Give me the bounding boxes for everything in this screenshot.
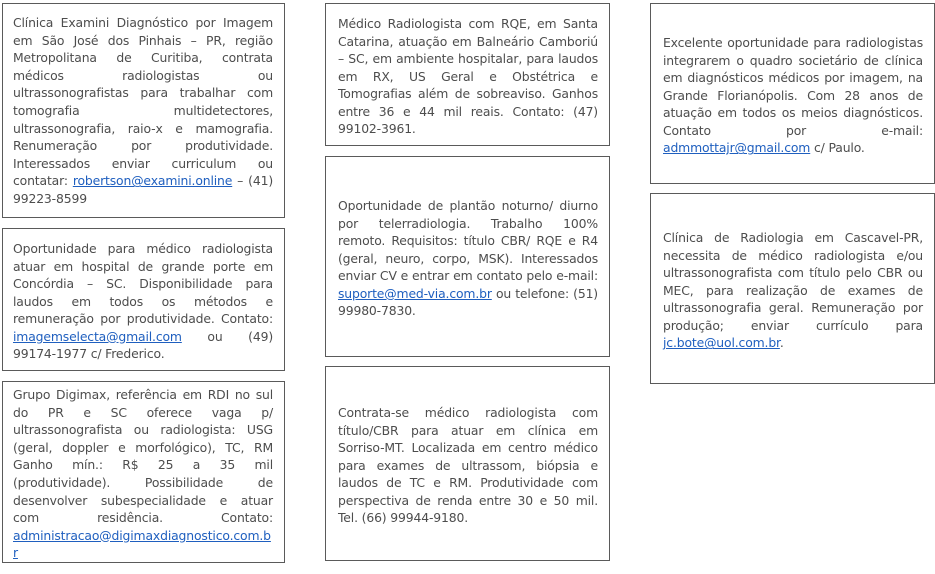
- ad-text-after: – (41) 99223-8599: [13, 173, 273, 206]
- ad-body: [13, 14, 273, 208]
- ad-text-after: ou (49) 99174-1977 c/ Frederico.: [13, 328, 273, 362]
- ad-body: [338, 404, 598, 527]
- email-link[interactable]: suporte@med-via.com.br: [338, 285, 492, 301]
- classified-ad-examini: [2, 3, 285, 218]
- classified-ad-cascavel: [650, 193, 935, 384]
- classified-ad-concordia: [2, 228, 285, 371]
- ad-body: [13, 386, 273, 562]
- ad-text: Contrata-se médico radiologista com título/CBR para atuar em clínica em Sorriso-MT. Localizada em centro médico para exames de ultrassom, biópsia e laudos de TC e RM. Produtividade com perspectiva de renda entre 30 e 50 mil. Tel. (66) 99944-9180.: [338, 404, 598, 526]
- ad-text: Oportunidade de plantão noturno/ diurno por telerradiologia. Trabalho 100% remoto. Requisitos: título CBR/ RQE e R4 (geral, neuro, corpo, MSK). Interessados enviar CV e entrar em contato pelo e-mail:: [338, 197, 598, 284]
- ad-text-after: ou telefone: (51) 99980-7830.: [338, 285, 598, 319]
- email-link[interactable]: administracao@digimaxdiagnostico.com.br: [13, 527, 271, 561]
- email-link[interactable]: jc.bote@uol.com.br: [663, 335, 780, 351]
- ad-text: Oportunidade para médico radiologista atuar em hospital de grande porte em Concórdia – SC. Disponibilidade para laudos em todos os métodos e remuneração por produtividade. Contato:: [13, 240, 273, 327]
- ad-text: Grupo Digimax, referência em RDI no sul do PR e SC oferece vaga p/ ultrassonografista ou radiologista: USG (geral, doppler e morfológico), TC, RM Ganho mín.: R$ 25 a 35 mil (produtividade). Possibilidade de desenvolver subespecialidade e atuar com residência. Contato:: [13, 387, 273, 526]
- email-link[interactable]: admmottajr@gmail.com: [663, 140, 811, 156]
- ad-body: [13, 240, 273, 363]
- ad-text: Médico Radiologista com RQE, em Santa Catarina, atuação em Balneário Camboriú – SC, em ambiente hospitalar, para laudos em RX, US Geral e Obstétrica e Tomografias além de sobreaviso. Ganhos entre 36 e 44 mil reais. Contato: (47) 99102-3961.: [338, 15, 598, 137]
- ad-text-after: .: [779, 335, 784, 351]
- email-link[interactable]: robertson@examini.online: [72, 173, 233, 189]
- ad-text: Excelente oportunidade para radiologistas integrarem o quadro societário de clínica em diagnósticos médicos por imagem, na Grande Florianópolis. Com 28 anos de atuação em todos os meios diagnósticos. Contato por e-mail:: [663, 34, 923, 138]
- classified-ad-sorriso: [325, 366, 610, 561]
- email-link[interactable]: imagemselecta@gmail.com: [13, 328, 182, 344]
- classified-ad-camboriu: [325, 3, 610, 146]
- ad-text: Clínica de Radiologia em Cascavel-PR, necessita de médico radiologista e/ou ultrassonografista com título pelo CBR ou MEC, para realização de exames de ultrassonografia geral. Remuneração por produção; enviar currículo para: [663, 229, 923, 333]
- ad-body: [338, 197, 598, 320]
- classified-ad-digimax: [2, 381, 285, 563]
- ad-body: [663, 229, 923, 352]
- ad-text: Clínica Examini Diagnóstico por Imagem em São José dos Pinhais – PR, região Metropolitana de Curitiba, contrata médicos radiologistas ou ultrassonografistas para trabalhar com tomografia multidetectores, ultrassonografia, raio-x e mamografia. Renumeração por produtividade. Interessados enviar curriculum ou contatar:: [13, 15, 273, 189]
- ad-text-after: c/ Paulo.: [810, 140, 865, 156]
- ad-body: [338, 15, 598, 138]
- classified-ad-telerradiologia: [325, 156, 610, 357]
- classified-ad-florianopolis: [650, 3, 935, 184]
- ad-body: [663, 34, 923, 157]
